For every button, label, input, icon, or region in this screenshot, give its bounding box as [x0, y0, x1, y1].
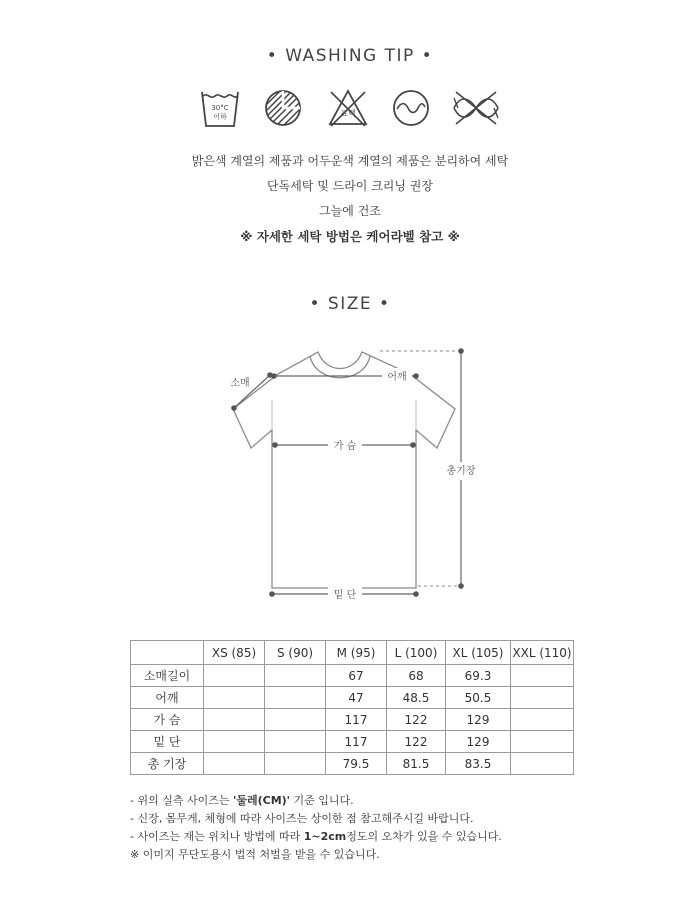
row-label: 소매길이: [131, 665, 204, 687]
header-cell: XL (105): [446, 641, 511, 665]
wash-30-tub-icon: [200, 88, 240, 130]
header-cell: XXL (110): [511, 641, 574, 665]
table-cell: [511, 709, 574, 731]
care-line-separate: 밝은색 계열의 제품과 어두운색 계열의 제품은 분리하여 세탁: [191, 154, 509, 168]
shoulder-measure-dot-right: [413, 373, 419, 379]
table-cell: 81.5: [387, 753, 446, 775]
table-cell: 117: [326, 731, 387, 753]
note-tolerance: [130, 828, 502, 846]
size-table-header: [131, 641, 574, 665]
table-cell: 79.5: [326, 753, 387, 775]
table-cell: 47: [326, 687, 387, 709]
table-row: [131, 753, 574, 775]
row-label: 가 슴: [131, 709, 204, 731]
row-label: 어깨: [131, 687, 204, 709]
row-label: 밑 단: [131, 731, 204, 753]
table-row: [131, 731, 574, 753]
table-cell: 129: [446, 731, 511, 753]
wash-temp-text: 30°C: [211, 104, 229, 112]
table-row: [131, 687, 574, 709]
collar-outline: [310, 356, 370, 378]
table-row: [131, 665, 574, 687]
table-cell: [511, 665, 574, 687]
chest-measure-dot-right: [410, 442, 416, 448]
note-text: - 위의 실측 사이즈는: [130, 794, 233, 807]
table-cell: 83.5: [446, 753, 511, 775]
table-cell: 68: [387, 665, 446, 687]
size-title: • SIZE •: [309, 294, 391, 314]
sleeve-measure-dot-bottom: [231, 405, 237, 411]
table-cell: [204, 709, 265, 731]
care-label-notice: ※ 자세한 세탁 방법은 케어라벨 참고 ※: [240, 229, 460, 244]
table-cell: [511, 687, 574, 709]
header-cell: XS (85): [204, 641, 265, 665]
table-cell: [265, 731, 326, 753]
note-copyright: ※ 이미지 무단도용시 법적 처벌을 받을 수 있습니다.: [130, 848, 380, 861]
bleach-text: 표백: [340, 109, 356, 118]
chest-label: 가 슴: [333, 441, 357, 452]
table-cell: [511, 731, 574, 753]
gentle-press-icon: [391, 88, 431, 128]
note-text: - 사이즈는 재는 위치나 방법에 따라: [130, 830, 304, 843]
size-notes: [130, 792, 502, 864]
length-label: 총기장: [446, 466, 476, 477]
note-body-type: - 신장, 몸무게, 체형에 따라 사이즈는 상이한 점 참고해주시길 바랍니다.: [130, 812, 474, 825]
shade-dry-icon: [263, 88, 303, 128]
table-cell: 69.3: [446, 665, 511, 687]
washing-tip-title: • WASHING TIP •: [266, 46, 434, 66]
table-cell: 48.5: [387, 687, 446, 709]
table-row: [131, 709, 574, 731]
table-cell: [265, 753, 326, 775]
note-text: 정도의 오차가 있을 수 있습니다.: [346, 830, 502, 843]
care-icons: [0, 88, 700, 134]
care-line-dryclean: 단독세탁 및 드라이 크리닝 권장: [267, 179, 433, 193]
table-cell: [204, 731, 265, 753]
hem-measure-dot-right: [413, 591, 419, 597]
no-tumble-dry-icon: [450, 88, 502, 128]
header-cell: M (95): [326, 641, 387, 665]
table-cell: [265, 665, 326, 687]
table-cell: [204, 753, 265, 775]
note-measurement-basis: [130, 792, 502, 810]
table-cell: 50.5: [446, 687, 511, 709]
chest-measure-dot-left: [272, 442, 278, 448]
header-cell: [131, 641, 204, 665]
table-cell: [265, 709, 326, 731]
tshirt-size-diagram: [220, 340, 480, 605]
tshirt-outline: [233, 352, 455, 588]
header-cell: L (100): [387, 641, 446, 665]
shoulder-measure-dot-left: [271, 373, 277, 379]
table-cell: 122: [387, 731, 446, 753]
table-cell: 129: [446, 709, 511, 731]
table-cell: 67: [326, 665, 387, 687]
length-measure-dot-bottom: [458, 583, 464, 589]
care-line-shade-dry: 그늘에 건조: [319, 204, 381, 218]
note-text: 기준 입니다.: [290, 794, 354, 807]
length-measure-dot-top: [458, 348, 464, 354]
bleach-triangle-icon: [327, 88, 369, 128]
note-bold: 1~2cm: [303, 830, 347, 843]
table-cell: [511, 753, 574, 775]
size-table: [130, 640, 574, 775]
row-label: 총 기장: [131, 753, 204, 775]
header-cell: S (90): [265, 641, 326, 665]
note-bold: '둘레(CM)': [232, 794, 291, 807]
hem-measure-dot-left: [269, 591, 275, 597]
shoulder-label: 어깨: [387, 372, 407, 383]
table-cell: 122: [387, 709, 446, 731]
wash-limit-text: 이하: [213, 113, 227, 121]
table-cell: [204, 665, 265, 687]
sleeve-label: 소매: [230, 378, 250, 389]
table-cell: [265, 687, 326, 709]
table-cell: [204, 687, 265, 709]
table-cell: 117: [326, 709, 387, 731]
hem-label: 밑 단: [333, 590, 357, 601]
